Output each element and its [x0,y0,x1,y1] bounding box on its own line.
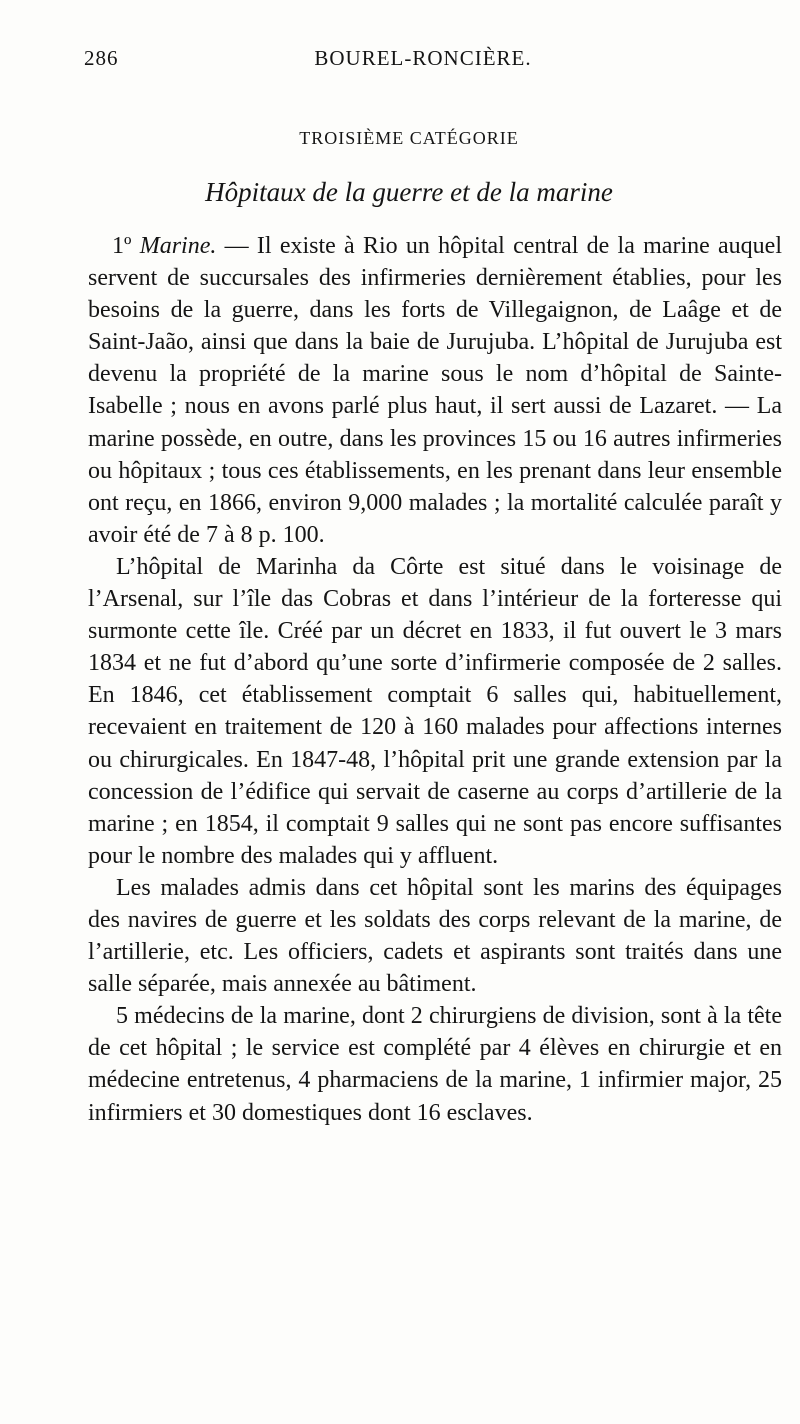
body-text [88,230,782,1129]
section-number: 1º [112,233,132,259]
paragraph-marine [88,230,782,551]
running-head [84,46,734,78]
paragraph-marinha-da-corte: L’hôpital de Marinha da Côrte est situé dans le voisinage de l’Arsenal, sur l’île das Cobras et dans l’intérieur de la forteresse qui surmonte cette île. Créé par un décret en 1833, il fut ouvert le 3 mars 1834 et ne fut d’abord qu’une sorte d’infirmerie composée de 2 salles. En 1846, cet établissement comptait 6 salles qui, habituellement, recevaient en traitement de 120 à 160 malades pour affections internes ou chirurgicales. En 1847-48, l’hôpital prit une grande extension par la concession de l’édifice qui servait de caserne au corps d’artillerie de la marine ; en 1854, il comptait 9 salles qui ne sont pas encore suffisantes pour le nombre des malades qui y affluent. [88,553,782,869]
subsection-heading: Hôpitaux de la guerre et de la marine [205,177,613,207]
paragraph-marine-text: — Il existe à Rio un hôpital central de la marine auquel servent de succursales des infirmeries dernièrement établies, pour les besoins de la guerre, dans les forts de Villegaignon, de Laâge et de Saint-Jaão, ainsi que dans la baie de Jurujuba. L’hôpital de Jurujuba est devenu la propriété de la marine sous le nom d’hôpital de Sainte-Isabelle ; nous en avons parlé plus haut, il sert aussi de Lazaret. — La marine possède, en outre, dans les provinces 15 ou 16 autres infirmeries ou hôpitaux ; tous ces établissements, en les prenant dans leur ensemble ont reçu, en 1866, environ 9,000 malades ; la mortalité calculée paraît y avoir été de 7 à 8 p. 100. [88,233,782,548]
paragraph-admitted-patients: Les malades admis dans cet hôpital sont les marins des équipages des navires de guerre et les soldats des corps relevant de la marine, de l’artillerie, etc. Les officiers, cadets et aspirants sont traités dans une salle séparée, mais annexée au bâtiment. [88,874,782,998]
running-title: BOUREL-RONCIÈRE. [314,46,532,70]
page-number: 286 [84,46,119,70]
section-heading: TROISIÈME CATÉGORIE [299,128,519,148]
paragraph-medical-staff: 5 médecins de la marine, dont 2 chirurgiens de division, sont à la tête de cet hôpital ; le service est complété par 4 élèves en chirurgie et en médecine entretenus, 4 pharmaciens de la marine, 1 infirmier major, 25 infirmiers et 30 domestiques dont 16 esclaves. [88,1003,782,1126]
section-label-marine: Marine. [139,233,217,259]
